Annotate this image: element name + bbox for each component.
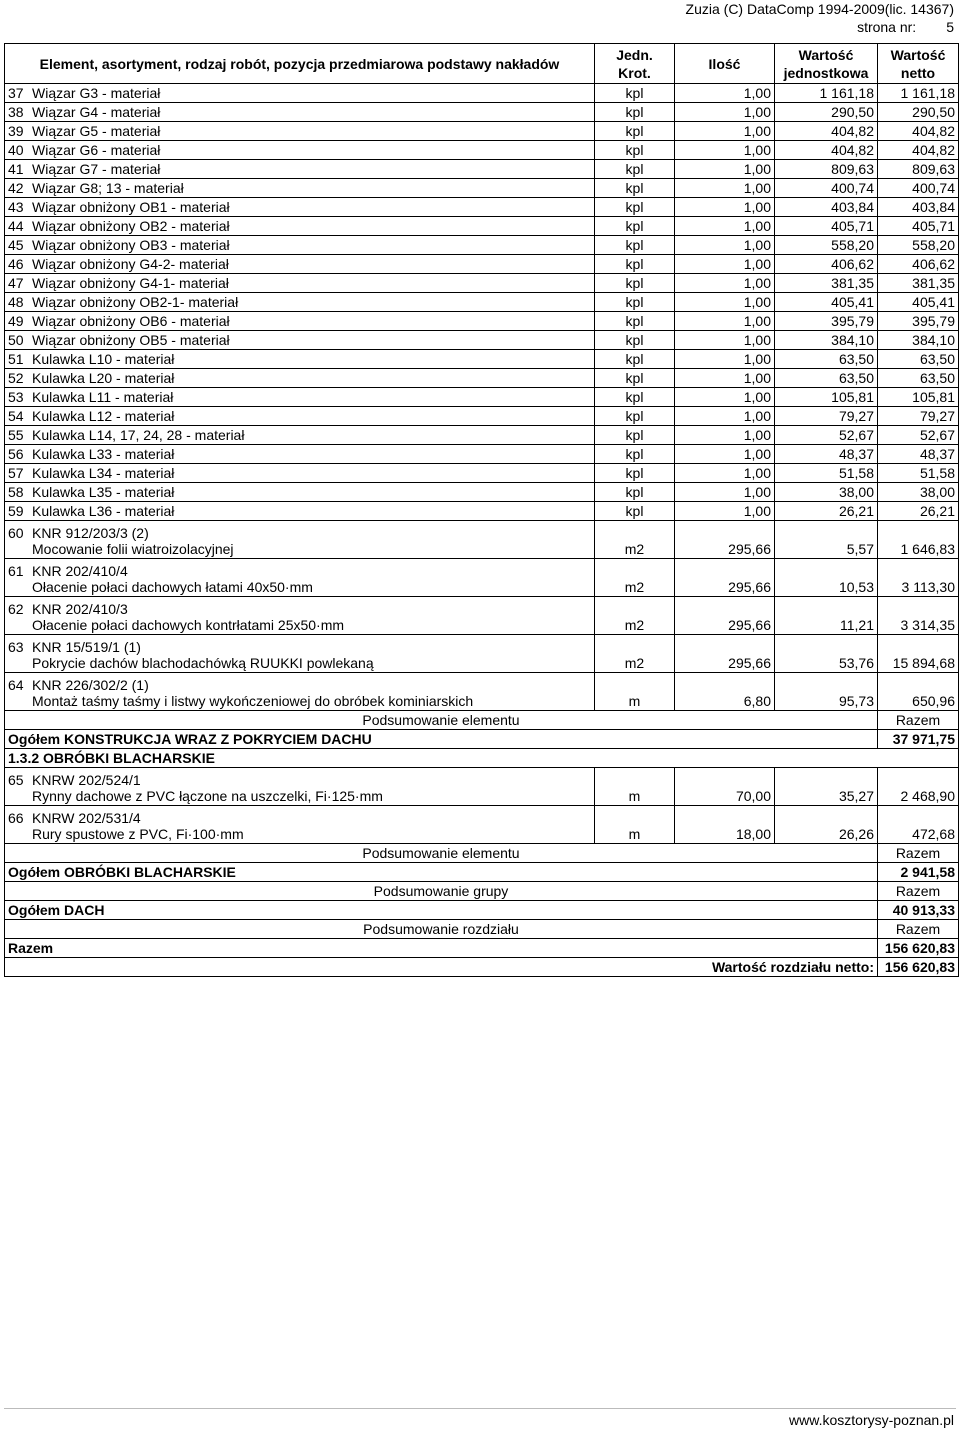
item-unit-price: 10,53 (775, 559, 878, 597)
table-header-row (5, 44, 959, 84)
item-number: 63 (8, 639, 24, 655)
item-description (5, 331, 595, 350)
table-row (5, 236, 959, 255)
item-qty: 1,00 (675, 274, 775, 293)
item-description (5, 293, 595, 312)
item-qty: 1,00 (675, 483, 775, 502)
chapter-total-row (5, 958, 959, 977)
item-unit: m2 (595, 521, 675, 559)
item-net-value: 105,81 (878, 388, 959, 407)
item-unit-price: 38,00 (775, 483, 878, 502)
item-number: 49 (8, 313, 24, 329)
table-row (5, 559, 959, 597)
item-unit-price: 809,63 (775, 160, 878, 179)
item-number: 52 (8, 370, 24, 386)
table-row (5, 103, 959, 122)
item-qty: 1,00 (675, 160, 775, 179)
item-qty: 6,80 (675, 673, 775, 711)
item-unit-price: 395,79 (775, 312, 878, 331)
table-row (5, 331, 959, 350)
table-row (5, 502, 959, 521)
item-name: Wiązar G3 - materiał (32, 85, 161, 101)
item-name: Kulawka L36 - materiał (32, 503, 175, 519)
item-qty: 18,00 (675, 806, 775, 844)
item-unit: kpl (595, 274, 675, 293)
summary-header-row (5, 711, 959, 730)
item-unit: kpl (595, 312, 675, 331)
table-row (5, 806, 959, 844)
item-unit: kpl (595, 502, 675, 521)
item-description (5, 141, 595, 160)
item-qty: 1,00 (675, 293, 775, 312)
item-number: 39 (8, 123, 24, 139)
item-qty: 70,00 (675, 768, 775, 806)
item-net-value: 405,41 (878, 293, 959, 312)
item-name: Wiązar obniżony OB5 - materiał (32, 332, 230, 348)
item-qty: 1,00 (675, 426, 775, 445)
summary-total-row (5, 901, 959, 920)
item-code: KNRW 202/531/4 (32, 810, 141, 826)
col-unit-value-header: Wartość jednostkowa (775, 44, 878, 84)
estimate-table (4, 43, 959, 977)
item-name: Wiązar obniżony G4-2- materiał (32, 256, 229, 272)
item-name: Wiązar G7 - materiał (32, 161, 161, 177)
table-row (5, 217, 959, 236)
item-unit: m (595, 768, 675, 806)
item-unit: kpl (595, 407, 675, 426)
item-unit-price: 51,58 (775, 464, 878, 483)
item-name: Ołacenie połaci dachowych łatami 40x50·mm (32, 579, 313, 595)
item-number: 38 (8, 104, 24, 120)
item-unit-price: 404,82 (775, 141, 878, 160)
item-net-value: 26,21 (878, 502, 959, 521)
item-qty: 1,00 (675, 331, 775, 350)
item-unit: m (595, 673, 675, 711)
item-number: 65 (8, 772, 24, 788)
item-net-value: 1 646,83 (878, 521, 959, 559)
table-row (5, 464, 959, 483)
item-number: 37 (8, 85, 24, 101)
item-unit: kpl (595, 350, 675, 369)
chapter-total-value: 156 620,83 (878, 958, 959, 977)
item-description (5, 122, 595, 141)
footer-website: www.kosztorysy-poznan.pl (789, 1412, 954, 1428)
item-number: 53 (8, 389, 24, 405)
item-net-value: 48,37 (878, 445, 959, 464)
item-unit-price: 381,35 (775, 274, 878, 293)
item-net-value: 472,68 (878, 806, 959, 844)
item-qty: 1,00 (675, 312, 775, 331)
summary-razem-label: Razem (878, 711, 959, 730)
item-unit-price: 406,62 (775, 255, 878, 274)
item-unit: kpl (595, 141, 675, 160)
item-description (5, 350, 595, 369)
item-net-value: 404,82 (878, 122, 959, 141)
summary-total-label: Razem (5, 939, 878, 958)
item-description (5, 388, 595, 407)
item-unit: kpl (595, 331, 675, 350)
table-row (5, 312, 959, 331)
item-unit: kpl (595, 103, 675, 122)
item-unit-price: 79,27 (775, 407, 878, 426)
item-description (5, 312, 595, 331)
item-number: 41 (8, 161, 24, 177)
item-unit: kpl (595, 122, 675, 141)
item-code-line (8, 772, 591, 788)
item-qty: 1,00 (675, 445, 775, 464)
item-description (5, 198, 595, 217)
item-description (5, 464, 595, 483)
item-net-value: 395,79 (878, 312, 959, 331)
item-number: 62 (8, 601, 24, 617)
item-unit: kpl (595, 179, 675, 198)
item-number: 44 (8, 218, 24, 234)
item-unit-price: 63,50 (775, 350, 878, 369)
summary-label: Podsumowanie elementu (5, 844, 878, 863)
item-net-value: 384,10 (878, 331, 959, 350)
item-qty: 295,66 (675, 597, 775, 635)
item-unit: kpl (595, 84, 675, 103)
item-unit: m2 (595, 635, 675, 673)
table-row (5, 179, 959, 198)
item-description (5, 236, 595, 255)
item-description (5, 179, 595, 198)
item-name: Wiązar obniżony OB1 - materiał (32, 199, 230, 215)
summary-total-value: 37 971,75 (878, 730, 959, 749)
item-number: 48 (8, 294, 24, 310)
table-row (5, 160, 959, 179)
summary-total-value: 2 941,58 (878, 863, 959, 882)
item-unit-price: 558,20 (775, 236, 878, 255)
item-unit: m2 (595, 597, 675, 635)
item-code-line (8, 677, 591, 693)
item-unit-price: 403,84 (775, 198, 878, 217)
item-number: 55 (8, 427, 24, 443)
table-row (5, 407, 959, 426)
section-title: 1.3.2 OBRÓBKI BLACHARSKIE (5, 749, 959, 768)
item-number: 51 (8, 351, 24, 367)
item-qty: 295,66 (675, 559, 775, 597)
table-row (5, 445, 959, 464)
item-description (5, 274, 595, 293)
table-row (5, 274, 959, 293)
item-name: Wiązar obniżony OB3 - materiał (32, 237, 230, 253)
item-description (5, 445, 595, 464)
summary-razem-label: Razem (878, 882, 959, 901)
item-code: KNR 226/302/2 (1) (32, 677, 149, 693)
item-name: Kulawka L34 - materiał (32, 465, 175, 481)
table-row (5, 597, 959, 635)
item-code: KNR 912/203/3 (2) (32, 525, 149, 541)
item-unit-price: 35,27 (775, 768, 878, 806)
item-description (5, 369, 595, 388)
item-name: Montaż taśmy taśmy i listwy wykończeniowej do obróbek kominiarskich (32, 693, 474, 709)
item-net-value: 51,58 (878, 464, 959, 483)
item-unit-price: 405,41 (775, 293, 878, 312)
item-name: Wiązar G4 - materiał (32, 104, 161, 120)
item-description (5, 768, 595, 806)
page-label: strona nr: (857, 19, 917, 35)
table-row (5, 198, 959, 217)
item-unit: m2 (595, 559, 675, 597)
item-name: Wiązar obniżony OB2-1- materiał (32, 294, 239, 310)
page-number-line (686, 18, 954, 36)
item-name: Ołacenie połaci dachowych kontrłatami 25x50·mm (32, 617, 345, 633)
item-net-value: 52,67 (878, 426, 959, 445)
item-unit: kpl (595, 198, 675, 217)
item-code-line (8, 601, 591, 617)
summary-total-value: 156 620,83 (878, 939, 959, 958)
item-name: Kulawka L10 - materiał (32, 351, 175, 367)
item-net-value: 400,74 (878, 179, 959, 198)
item-number: 59 (8, 503, 24, 519)
summary-header-row (5, 844, 959, 863)
item-code: KNR 202/410/4 (32, 563, 128, 579)
item-description (5, 426, 595, 445)
item-number: 45 (8, 237, 24, 253)
item-name: Mocowanie folii wiatroizolacyjnej (32, 541, 234, 557)
item-qty: 1,00 (675, 141, 775, 160)
item-name: Kulawka L12 - materiał (32, 408, 175, 424)
item-net-value: 3 113,30 (878, 559, 959, 597)
summary-label: Podsumowanie rozdziału (5, 920, 878, 939)
item-name: Wiązar G8; 13 - materiał (32, 180, 184, 196)
item-code-line (8, 563, 591, 579)
item-code: KNRW 202/524/1 (32, 772, 141, 788)
program-info: Zuzia (C) DataComp 1994-2009(lic. 14367) (685, 1, 954, 17)
item-net-value: 558,20 (878, 236, 959, 255)
table-row (5, 84, 959, 103)
item-unit: kpl (595, 255, 675, 274)
item-name: Wiązar obniżony G4-1- materiał (32, 275, 229, 291)
item-qty: 1,00 (675, 179, 775, 198)
item-description (5, 502, 595, 521)
item-unit-price: 1 161,18 (775, 84, 878, 103)
item-description (5, 103, 595, 122)
page-number: 5 (946, 19, 954, 35)
item-name: Rynny dachowe z PVC łączone na uszczelki, Fi·125·mm (32, 788, 383, 804)
item-unit-price: 105,81 (775, 388, 878, 407)
item-name: Kulawka L33 - materiał (32, 446, 175, 462)
item-name: Kulawka L35 - materiał (32, 484, 175, 500)
item-description (5, 635, 595, 673)
item-unit: kpl (595, 369, 675, 388)
summary-header-row (5, 920, 959, 939)
item-unit: kpl (595, 388, 675, 407)
table-row (5, 768, 959, 806)
item-name: Wiązar G6 - materiał (32, 142, 161, 158)
table-row (5, 388, 959, 407)
item-number: 66 (8, 810, 24, 826)
item-unit-price: 52,67 (775, 426, 878, 445)
item-number: 61 (8, 563, 24, 579)
item-net-value: 63,50 (878, 369, 959, 388)
summary-label: Podsumowanie grupy (5, 882, 878, 901)
item-number: 43 (8, 199, 24, 215)
item-net-value: 381,35 (878, 274, 959, 293)
col-net-value-header: Wartość netto (878, 44, 959, 84)
item-description (5, 84, 595, 103)
item-qty: 1,00 (675, 388, 775, 407)
item-name: Kulawka L14, 17, 24, 28 - materiał (32, 427, 245, 443)
item-unit: kpl (595, 217, 675, 236)
table-row (5, 426, 959, 445)
item-code: KNR 202/410/3 (32, 601, 128, 617)
item-number: 64 (8, 677, 24, 693)
item-qty: 1,00 (675, 217, 775, 236)
item-net-value: 404,82 (878, 141, 959, 160)
item-qty: 1,00 (675, 502, 775, 521)
item-net-value: 3 314,35 (878, 597, 959, 635)
item-qty: 1,00 (675, 369, 775, 388)
table-row (5, 521, 959, 559)
item-description (5, 407, 595, 426)
table-row (5, 293, 959, 312)
item-name: Kulawka L11 - materiał (32, 389, 174, 405)
item-number: 46 (8, 256, 24, 272)
item-unit: kpl (595, 464, 675, 483)
item-code-line (8, 525, 591, 541)
item-unit-price: 384,10 (775, 331, 878, 350)
item-name: Wiązar obniżony OB6 - materiał (32, 313, 230, 329)
item-unit-price: 26,26 (775, 806, 878, 844)
footer-divider (4, 1408, 956, 1409)
item-qty: 1,00 (675, 122, 775, 141)
item-net-value: 406,62 (878, 255, 959, 274)
item-number: 56 (8, 446, 24, 462)
table-row (5, 673, 959, 711)
item-unit-price: 26,21 (775, 502, 878, 521)
item-net-value: 290,50 (878, 103, 959, 122)
item-qty: 295,66 (675, 635, 775, 673)
item-name: Rury spustowe z PVC, Fi·100·mm (32, 826, 244, 842)
item-number: 42 (8, 180, 24, 196)
page-header (686, 0, 954, 36)
table-row (5, 141, 959, 160)
item-net-value: 79,27 (878, 407, 959, 426)
item-number: 54 (8, 408, 24, 424)
table-row (5, 255, 959, 274)
item-net-value: 15 894,68 (878, 635, 959, 673)
item-description (5, 806, 595, 844)
item-description (5, 559, 595, 597)
item-unit-price: 11,21 (775, 597, 878, 635)
item-name: Pokrycie dachów blachodachówką RUUKKI powlekaną (32, 655, 374, 671)
summary-header-row (5, 882, 959, 901)
item-description (5, 255, 595, 274)
chapter-total-label: Wartość rozdziału netto: (5, 958, 878, 977)
item-net-value: 809,63 (878, 160, 959, 179)
item-name: Wiązar G5 - materiał (32, 123, 161, 139)
item-qty: 1,00 (675, 464, 775, 483)
item-unit: kpl (595, 236, 675, 255)
item-qty: 1,00 (675, 103, 775, 122)
summary-total-label: Ogółem KONSTRUKCJA WRAZ Z POKRYCIEM DACHU (5, 730, 878, 749)
col-element-header: Element, asortyment, rodzaj robót, pozycja przedmiarowa podstawy nakładów (5, 44, 595, 84)
item-description (5, 483, 595, 502)
item-net-value: 650,96 (878, 673, 959, 711)
item-number: 60 (8, 525, 24, 541)
item-qty: 1,00 (675, 407, 775, 426)
summary-razem-label: Razem (878, 920, 959, 939)
item-net-value: 405,71 (878, 217, 959, 236)
item-qty: 1,00 (675, 350, 775, 369)
item-unit: kpl (595, 483, 675, 502)
summary-total-row (5, 863, 959, 882)
table-row (5, 369, 959, 388)
item-description (5, 597, 595, 635)
item-unit: kpl (595, 445, 675, 464)
item-name: Wiązar obniżony OB2 - materiał (32, 218, 230, 234)
table-row (5, 122, 959, 141)
item-number: 40 (8, 142, 24, 158)
item-code-line (8, 639, 591, 655)
table-row (5, 483, 959, 502)
table-row (5, 635, 959, 673)
item-qty: 1,00 (675, 255, 775, 274)
summary-total-value: 40 913,33 (878, 901, 959, 920)
section-title-row (5, 749, 959, 768)
item-unit-price: 53,76 (775, 635, 878, 673)
item-unit-price: 405,71 (775, 217, 878, 236)
item-qty: 1,00 (675, 84, 775, 103)
item-qty: 1,00 (675, 236, 775, 255)
item-number: 50 (8, 332, 24, 348)
summary-label: Podsumowanie elementu (5, 711, 878, 730)
item-net-value: 63,50 (878, 350, 959, 369)
item-code-line (8, 810, 591, 826)
item-qty: 295,66 (675, 521, 775, 559)
item-unit: kpl (595, 293, 675, 312)
summary-total-label: Ogółem OBRÓBKI BLACHARSKIE (5, 863, 878, 882)
summary-razem-label: Razem (878, 844, 959, 863)
item-number: 57 (8, 465, 24, 481)
item-unit: kpl (595, 426, 675, 445)
item-name: Kulawka L20 - materiał (32, 370, 175, 386)
item-net-value: 403,84 (878, 198, 959, 217)
table-body (5, 84, 959, 977)
item-unit-price: 63,50 (775, 369, 878, 388)
item-description (5, 521, 595, 559)
item-unit-price: 404,82 (775, 122, 878, 141)
summary-total-label: Ogółem DACH (5, 901, 878, 920)
item-number: 47 (8, 275, 24, 291)
summary-total-row (5, 730, 959, 749)
item-description (5, 673, 595, 711)
item-unit: m (595, 806, 675, 844)
summary-total-row (5, 939, 959, 958)
item-description (5, 217, 595, 236)
item-number: 58 (8, 484, 24, 500)
item-unit-price: 5,57 (775, 521, 878, 559)
item-unit: kpl (595, 160, 675, 179)
item-unit-price: 290,50 (775, 103, 878, 122)
col-unit-header: Jedn. Krot. (595, 44, 675, 84)
item-net-value: 2 468,90 (878, 768, 959, 806)
item-unit-price: 48,37 (775, 445, 878, 464)
item-qty: 1,00 (675, 198, 775, 217)
item-code: KNR 15/519/1 (1) (32, 639, 141, 655)
item-net-value: 1 161,18 (878, 84, 959, 103)
item-unit-price: 95,73 (775, 673, 878, 711)
item-description (5, 160, 595, 179)
item-net-value: 38,00 (878, 483, 959, 502)
table-row (5, 350, 959, 369)
item-unit-price: 400,74 (775, 179, 878, 198)
col-qty-header: Ilość (675, 44, 775, 84)
